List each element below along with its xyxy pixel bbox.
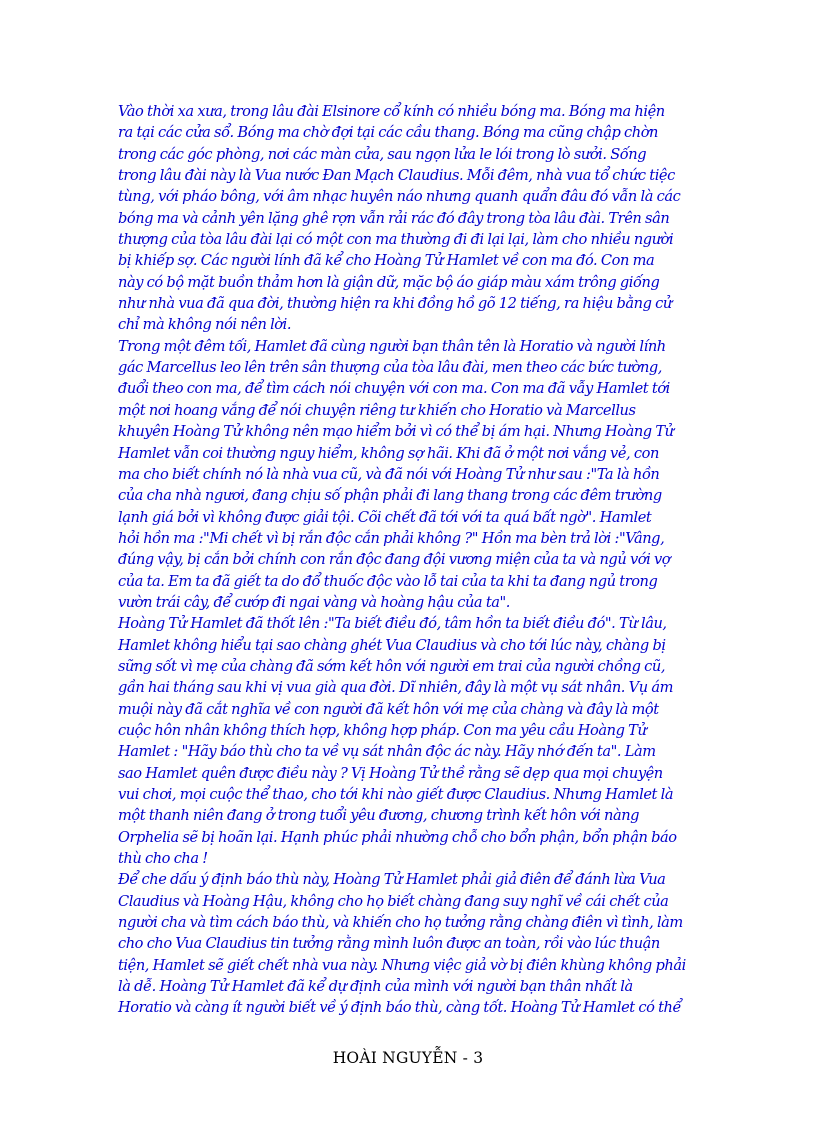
text-line: bóng ma và cảnh yên lặng ghê rợn vẫn rải rác đó đây trong tòa lâu đài. Trên sân [118,209,670,227]
text-line: Claudius và Hoàng Hậu, không cho họ biết chàng đang suy nghĩ về cái chết của [118,892,669,910]
text-line: Hamlet vẫn coi thường nguy hiểm, không sợ hãi. Khi đã ở một nơi vắng vẻ, con [118,444,659,462]
text-line: vườn trái cây, để cướp đi ngai vàng và hoàng hậu của ta". [118,593,510,611]
text-line: thù cho cha ! [118,850,208,868]
text-line: của cha nhà ngươi, đang chịu số phận phải đi lang thang trong các đêm trường [118,487,662,505]
text-line: như nhà vua đã qua đời, thường hiện ra khi đồng hồ gõ 12 tiếng, ra hiệu bằng cử [118,295,672,313]
text-line: Hamlet : "Hãy báo thù cho ta về vụ sát nhân độc ác này. Hãy nhớ đến ta". Làm [118,743,656,761]
text-line: tùng, với pháo bông, với âm nhạc huyên náo nhưng quanh quẩn đâu đó vẫn là các [118,188,681,206]
text-line: một nơi hoang vắng để nói chuyện riêng tư khiến cho Horatio và Marcellus [118,401,636,419]
text-line: trong các góc phòng, nơi các màn cửa, sau ngọn lửa le lói trong lò sưởi. Sống [118,145,647,163]
text-line: cuộc hôn nhân không thích hợp, không hợp pháp. Con ma yêu cầu Hoàng Tử [118,721,647,739]
text-line: gác Marcellus leo lên trên sân thượng của tòa lâu đài, men theo các bức tường, [118,359,662,377]
text-line: gần hai tháng sau khi vị vua già qua đời. Dĩ nhiên, đây là một vụ sát nhân. Vụ ám [118,679,674,697]
text-line: thượng của tòa lâu đài lại có một con ma thường đi đi lại lại, làm cho nhiều người [118,231,674,249]
text-line: ra tại các cửa sổ. Bóng ma chờ đợi tại các cầu thang. Bóng ma cũng chập chờn [118,124,659,142]
text-line: sững sốt vì mẹ của chàng đã sớm kết hôn với người em trai của người chồng cũ, [118,657,666,675]
text-line: hỏi hồn ma :"Mi chết vì bị rắn độc cắn phải không ?" Hồn ma bèn trả lời :"Vâng, [118,529,665,547]
text-line: bị khiếp sợ. Các người lính đã kể cho Hoàng Tử Hamlet về con ma đó. Con ma [118,252,655,270]
text-line: người cha và tìm cách báo thù, và khiến cho họ tưởng rằng chàng điên vì tình, làm [118,914,683,932]
text-line: Trong một đêm tối, Hamlet đã cùng người bạn thân tên là Horatio và người lính [118,337,666,355]
text-line: vui chơi, mọi cuộc thể thao, cho tới khi nào giết được Claudius. Nhưng Hamlet là [118,786,674,803]
text-line: Orphelia sẽ bị hoãn lại. Hạnh phúc phải nhường chỗ cho bổn phận, bổn phận báo [118,828,677,846]
text-line: này có bộ mặt buồn thảm hơn là giận dữ, mặc bộ áo giáp màu xám trông giống [118,273,660,291]
text-line: là dễ. Hoàng Tử Hamlet đã kể dự định của mình với người bạn thân nhất là [118,978,633,996]
text-line: Hoàng Tử Hamlet đã thốt lên :"Ta biết điều đó, tâm hồn ta biết điều đó". Từ lâu, [118,615,667,633]
text-line: chỉ mà không nói nên lời. [118,316,292,334]
text-line: tiện, Hamlet sẽ giết chết nhà vua này. Nhưng việc giả vờ bị điên khùng không phải [118,956,686,974]
text-line: đuổi theo con ma, để tìm cách nói chuyện với con ma. Con ma đã vẫy Hamlet tới [118,380,670,398]
text-line: Hamlet không hiểu tại sao chàng ghét Vua Claudius và cho tới lúc này, chàng bị [118,636,666,654]
text-line: Để che dấu ý định báo thù này, Hoàng Tử Hamlet phải giả điên để đánh lừa Vua [118,871,666,889]
text-line: sao Hamlet quên được điều này ? Vị Hoàng Tử thề rằng sẽ dẹp qua mọi chuyện [118,764,663,782]
text-line: Horatio và càng ít người biết về ý định báo thù, càng tốt. Hoàng Tử Hamlet có thể [118,999,681,1017]
text-line: trong lâu đài này là Vua nước Đan Mạch Claudius. Mỗi đêm, nhà vua tổ chức tiệc [118,167,675,185]
body-text [118,101,703,1019]
text-line: một thanh niên đang ở trong tuổi yêu đương, chương trình kết hôn với nàng [118,807,640,825]
text-line: cho cho Vua Claudius tin tưởng rằng mình luôn được an toàn, rồi vào lúc thuận [118,935,660,953]
text-line: lạnh giá bởi vì không được giải tội. Cõi chết đã tới với ta quá bất ngờ". Hamlet [118,508,652,526]
text-line: ma cho biết chính nó là nhà vua cũ, và đã nói với Hoàng Tử như sau :"Ta là hồn [118,465,660,483]
text-line: muội này đã cắt nghĩa về con người đã kết hôn với mẹ của chàng và đây là một [118,700,659,718]
text-line: Vào thời xa xưa, trong lâu đài Elsinore cổ kính có nhiều bóng ma. Bóng ma hiện [118,103,665,120]
text-line: của ta. Em ta đã giết ta do đổ thuốc độc vào lỗ tai của ta khi ta đang ngủ trong [118,572,658,590]
text-line: khuyên Hoàng Tử không nên mạo hiểm bởi vì có thể bị ám hại. Nhưng Hoàng Tử [118,423,674,441]
page-footer: HOÀI NGUYỄN - 3 [332,1049,484,1067]
text-line: đúng vậy, bị cắn bởi chính con rắn độc đang đội vương miện của ta và ngủ với vợ [118,551,671,569]
